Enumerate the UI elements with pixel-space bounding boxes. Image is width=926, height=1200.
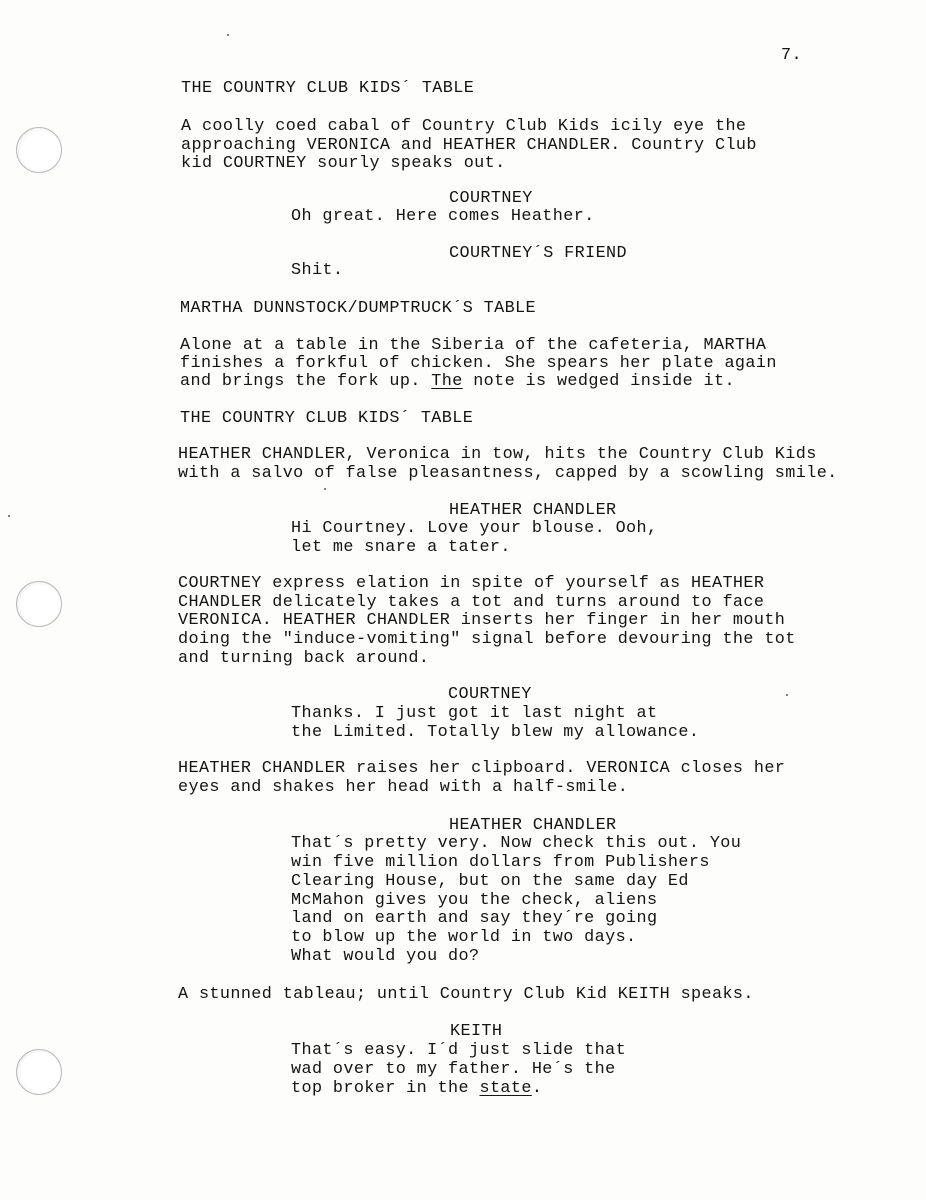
paper-speck bbox=[227, 34, 229, 36]
action-line: CHANDLER delicately takes a tot and turns around to face bbox=[178, 593, 765, 612]
action-line: finishes a forkful of chicken. She spears her plate again bbox=[180, 354, 777, 373]
binder-hole-top bbox=[16, 127, 62, 173]
scene-heading: THE COUNTRY CLUB KIDS´ TABLE bbox=[181, 79, 475, 98]
dialogue-line: win five million dollars from Publishers bbox=[291, 853, 710, 872]
dialogue-line: wad over to my father. He´s the bbox=[291, 1060, 616, 1079]
action-line: eyes and shakes her head with a half-smile. bbox=[178, 778, 629, 797]
action-line: doing the "induce-vomiting" signal before devouring the tot bbox=[178, 630, 796, 649]
action-line: A coolly coed cabal of Country Club Kids icily eye the bbox=[181, 117, 747, 136]
scene-heading: THE COUNTRY CLUB KIDS´ TABLE bbox=[180, 409, 474, 428]
dialogue-line: land on earth and say they´re going bbox=[291, 909, 658, 928]
character-cue: COURTNEY´S FRIEND bbox=[449, 244, 627, 263]
dialogue-line: Thanks. I just got it last night at bbox=[291, 704, 658, 723]
action-line: with a salvo of false pleasantness, capped by a scowling smile. bbox=[178, 464, 838, 483]
action-line: COURTNEY express elation in spite of yourself as HEATHER bbox=[178, 574, 765, 593]
binder-hole-bottom bbox=[16, 1049, 62, 1095]
dialogue-line: Oh great. Here comes Heather. bbox=[291, 207, 595, 226]
dialogue-line: let me snare a tater. bbox=[291, 538, 511, 557]
scene-heading: MARTHA DUNNSTOCK/DUMPTRUCK´S TABLE bbox=[180, 299, 536, 318]
action-line: VERONICA. HEATHER CHANDLER inserts her finger in her mouth bbox=[178, 611, 786, 630]
action-line: Alone at a table in the Siberia of the cafeteria, MARTHA bbox=[180, 336, 767, 355]
dialogue-line: That´s easy. I´d just slide that bbox=[291, 1041, 627, 1060]
paper-speck bbox=[786, 694, 788, 696]
action-line: kid COURTNEY sourly speaks out. bbox=[181, 154, 506, 173]
dialogue-line: top broker in the state. bbox=[291, 1079, 543, 1098]
character-cue: COURTNEY bbox=[449, 189, 533, 208]
dialogue-line: Shit. bbox=[291, 261, 344, 280]
dialogue-line: to blow up the world in two days. bbox=[291, 928, 637, 947]
binder-hole-middle bbox=[16, 581, 62, 627]
character-cue: COURTNEY bbox=[448, 685, 532, 704]
page-number: 7. bbox=[781, 46, 802, 65]
dialogue-line: That´s pretty very. Now check this out. You bbox=[291, 834, 742, 853]
paper-speck bbox=[8, 515, 10, 517]
underlined-word: The bbox=[431, 372, 463, 391]
underlined-word: state bbox=[479, 1079, 532, 1098]
dialogue-line: the Limited. Totally blew my allowance. bbox=[291, 723, 700, 742]
action-line: HEATHER CHANDLER raises her clipboard. VERONICA closes her bbox=[178, 759, 786, 778]
dialogue-line: Hi Courtney. Love your blouse. Ooh, bbox=[291, 519, 658, 538]
dialogue-line: What would you do? bbox=[291, 947, 480, 966]
action-line: and turning back around. bbox=[178, 649, 430, 668]
character-cue: HEATHER CHANDLER bbox=[449, 816, 617, 835]
action-line: and brings the fork up. The note is wedged inside it. bbox=[180, 372, 735, 391]
dialogue-line: Clearing House, but on the same day Ed bbox=[291, 872, 689, 891]
paper-speck bbox=[324, 488, 326, 490]
character-cue: KEITH bbox=[450, 1022, 503, 1041]
action-line: approaching VERONICA and HEATHER CHANDLER. Country Club bbox=[181, 136, 757, 155]
character-cue: HEATHER CHANDLER bbox=[449, 501, 617, 520]
action-line: HEATHER CHANDLER, Veronica in tow, hits the Country Club Kids bbox=[178, 445, 817, 464]
action-line: A stunned tableau; until Country Club Kid KEITH speaks. bbox=[178, 985, 754, 1004]
dialogue-line: McMahon gives you the check, aliens bbox=[291, 891, 658, 910]
